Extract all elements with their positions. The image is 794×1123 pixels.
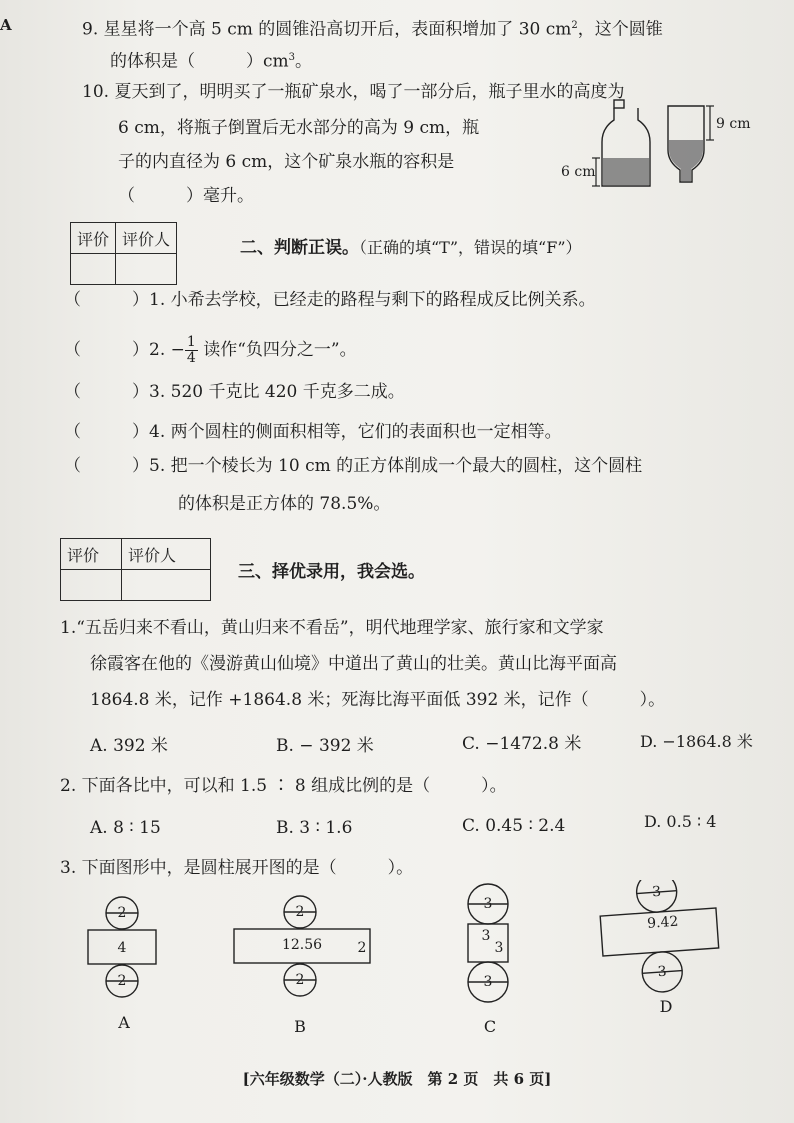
q10-line3: 子的内直径为 6 cm，这个矿泉水瓶的容积是: [118, 152, 455, 172]
q9-line1: [82, 14, 663, 42]
judge-num-3: 3.: [149, 382, 166, 402]
net-a-top: 2: [117, 905, 127, 921]
q9-text: 星星将一个高 5 cm 的圆锥沿高切开后，表面积增加了 30 cm: [103, 19, 572, 40]
q9-line2: [110, 46, 312, 74]
net-c-rect: 3: [481, 928, 491, 944]
choice-q1-option-c[interactable]: C. −1472.8 米: [462, 734, 582, 754]
net-b-rect: 12.56: [281, 937, 323, 953]
net-c-top: 3: [483, 896, 493, 912]
choice-q1-option-a[interactable]: A. 392 米: [90, 736, 168, 756]
judge-text-2: 读作“负四分之一”。: [203, 340, 357, 360]
choice-q2-option-b[interactable]: B. 3 ∶ 1.6: [276, 818, 353, 838]
eval-score-cell[interactable]: [71, 254, 116, 285]
section2-heading: [240, 236, 582, 260]
q9-number: 9.: [82, 19, 99, 40]
choice-q2-option-a[interactable]: A. 8 ∶ 15: [90, 818, 161, 838]
net-b-label: B: [294, 1017, 306, 1036]
judge-minus-2: −: [170, 340, 185, 360]
choice-q3-line1[interactable]: 3. 下面图形中，是圆柱展开图的是（ ）。: [60, 858, 414, 878]
judge-text-5: 把一个棱长为 10 cm 的正方体削成一个最大的圆柱，这个圆柱: [170, 456, 643, 476]
judge-answer-4[interactable]: （ ）: [64, 422, 149, 442]
judge-answer-3[interactable]: （ ）: [64, 382, 149, 402]
net-figure-d[interactable]: [597, 880, 721, 996]
fraction-one-quarter: [185, 335, 198, 366]
choice-q1-line2: 徐霞客在他的《漫游黄山仙境》中道出了黄山的壮美。黄山比海平面高: [90, 654, 617, 674]
judge-answer-1[interactable]: （ ）: [64, 290, 149, 310]
judge-answer-2[interactable]: （ ）: [64, 340, 149, 360]
q10-text1: 夏天到了，明明买了一瓶矿泉水，喝了一部分后，瓶子里水的高度为: [114, 82, 625, 102]
section2-hint: （正确的填“T”，错误的填“F”）: [359, 238, 582, 257]
eval-col-grader: 评价人: [116, 223, 177, 254]
section3-title: 三、择优录用，我会选。: [238, 562, 425, 582]
net-c-side: 3: [494, 940, 504, 956]
net-c-bottom: 3: [483, 974, 493, 990]
choice-q2-line1[interactable]: 2. 下面各比中，可以和 1.5 ∶ 8 组成比例的是（ ）。: [60, 776, 507, 796]
label-6cm: 6 cm: [561, 164, 596, 180]
judge-item-1: [64, 288, 596, 312]
net-b-top: 2: [295, 904, 305, 920]
eval-grader-cell[interactable]: [116, 254, 177, 285]
q9-line2-end: ）cm: [246, 51, 289, 72]
net-b-side: 2: [357, 940, 367, 956]
q9-line2-sup: 3: [288, 52, 296, 63]
net-d-rect: 9.42: [646, 913, 679, 932]
judge-answer-5[interactable]: （ ）: [64, 456, 149, 476]
judge-item-5-cont: 的体积是正方体的 78.5%。: [178, 494, 391, 514]
net-a-bottom: 2: [117, 973, 127, 989]
eval-table-2: [60, 538, 211, 601]
q9-sup: 2: [571, 20, 578, 31]
judge-num-4: 4.: [149, 422, 166, 442]
q9-line2-tail: 。: [295, 51, 313, 72]
inverted-water: [669, 140, 703, 181]
eval-table-1: [70, 222, 177, 285]
judge-text-3: 520 千克比 420 千克多二成。: [170, 382, 405, 402]
bottle-figure: [560, 98, 760, 193]
judge-item-4: [64, 420, 562, 444]
judge-item-5: [64, 454, 642, 478]
corner-mark: A: [0, 16, 12, 34]
net-a-label: A: [118, 1013, 130, 1032]
section2-title: 二、判断正误。: [240, 238, 359, 258]
q10-number: 10.: [82, 82, 110, 102]
q10-line2: 6 cm，将瓶子倒置后无水部分的高为 9 cm，瓶: [118, 118, 480, 138]
choice-q1-option-b[interactable]: B. − 392 米: [276, 736, 374, 756]
eval-grader-cell[interactable]: [122, 570, 211, 601]
judge-text-1: 小希去学校，已经走的路程与剩下的路程成反比例关系。: [170, 290, 596, 310]
net-a-rect: 4: [117, 940, 127, 956]
frac-numerator: 1: [186, 334, 196, 350]
choice-q2-option-d[interactable]: D. 0.5 ∶ 4: [644, 812, 717, 831]
judge-item-3: [64, 380, 405, 404]
choice-q1-line1: 1.“五岳归来不看山，黄山归来不看岳”，明代地理学家、旅行家和文学家: [60, 618, 604, 638]
q9-text-end: ，这个圆锥: [577, 19, 663, 40]
net-d-bottom: 3: [657, 963, 668, 981]
net-d-top: 3: [651, 883, 662, 901]
q9-line2-text: 的体积是（: [110, 51, 195, 72]
judge-num-5: 5.: [149, 456, 166, 476]
judge-num-1: 1.: [149, 290, 166, 310]
choice-q1-option-d[interactable]: D. −1864.8 米: [640, 732, 753, 751]
upright-water: [603, 158, 649, 185]
cylinder-net-figures: [0, 880, 794, 1050]
judge-text-4: 两个圆柱的侧面积相等，它们的表面积也一定相等。: [170, 422, 562, 442]
net-b-bottom: 2: [295, 972, 305, 988]
eval-col-score: 评价: [61, 539, 122, 570]
eval-col-score: 评价: [71, 223, 116, 254]
choice-q1-line3[interactable]: 1864.8 米，记作 +1864.8 米；死海比海平面低 392 米，记作（ ）。: [90, 690, 666, 710]
frac-denominator: 4: [186, 350, 196, 366]
q10-line4[interactable]: （ ）毫升。: [118, 186, 254, 206]
page-footer: [六年级数学（二）·人教版 第 2 页 共 6 页]: [242, 1070, 552, 1088]
net-c-label: C: [483, 1017, 497, 1036]
net-d-label: D: [659, 997, 673, 1016]
judge-item-2: [64, 330, 357, 370]
eval-col-grader: 评价人: [122, 539, 211, 570]
eval-score-cell[interactable]: [61, 570, 122, 601]
q10-line1: [82, 80, 624, 104]
q9-answer-blank[interactable]: [195, 52, 246, 72]
judge-num-2: 2.: [149, 340, 166, 360]
choice-q2-option-c[interactable]: C. 0.45 ∶ 2.4: [462, 816, 566, 836]
label-9cm: 9 cm: [716, 116, 751, 132]
